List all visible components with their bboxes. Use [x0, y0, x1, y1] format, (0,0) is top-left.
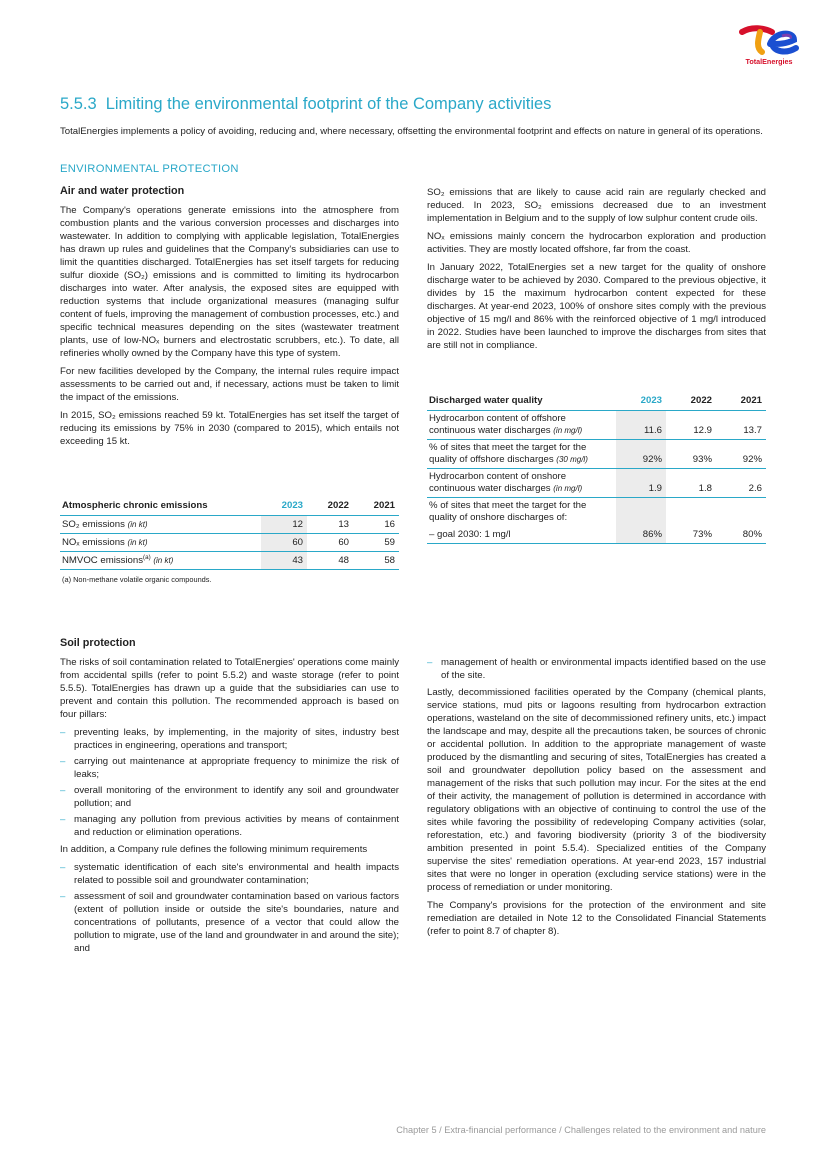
table-cell	[716, 498, 766, 527]
page-footer: Chapter 5 / Extra-financial performance / Challenges related to the environment and nature	[396, 1125, 766, 1135]
air-water-heading: Air and water protection	[60, 185, 185, 197]
section-number: 5.5.3	[60, 95, 97, 113]
table-title: Discharged water quality	[427, 391, 616, 411]
table-cell: 13.7	[716, 411, 766, 440]
table-cell	[616, 498, 666, 527]
row-label: – goal 2030: 1 mg/l	[427, 526, 616, 544]
table-row	[427, 498, 766, 527]
row-label: NMVOC emissions	[62, 555, 144, 566]
table-cell: 1.8	[666, 469, 716, 498]
soil-pillars-list	[60, 726, 399, 839]
row-label: Hydrocarbon content of onshore continuous water discharges	[429, 471, 567, 494]
table-cell: 12.9	[666, 411, 716, 440]
table-cell: 13	[307, 516, 353, 534]
table-cell: 16	[353, 516, 399, 534]
table-row	[427, 411, 766, 440]
table-cell: 11.6	[616, 411, 666, 440]
row-unit: (in mg/l)	[553, 484, 583, 493]
environmental-protection-heading: ENVIRONMENTAL PROTECTION	[60, 163, 239, 175]
table-row	[60, 552, 399, 570]
soil-paragraph-1: The risks of soil contamination related to TotalEnergies' operations come mainly from accidental spills (refer to point 5.5.2) and waste storage (refer to point 5.5.5). TotalEnergies has drawn up a guide that the subsidiaries can use to prevent and contain this pollution. The recommended approach is based on four pillars:	[60, 657, 399, 720]
water-quality-table	[427, 391, 766, 544]
table-cell: 43	[261, 552, 307, 570]
list-item: – preventing leaks, by implementing, in the majority of sites, industry best practices in engineering, operations and transport;	[60, 726, 399, 752]
section-title	[60, 94, 551, 114]
soil-paragraph-3: Lastly, decommissioned facilities operated by the Company (chemical plants, service stations, mud pits or lagoons resulting from hydrocarbon extraction operations, wasteland on the site of decommissioned refinery units, etc.) impact the landscape and may, despite all the precautions taken, be sources of chronic or accidental pollution. In addition to the appropriate management of waste produced by the dismantling and securing of sites, TotalEnergies has created a soil and groundwater depollution policy based on the assessment and management of the risks that such pollution may incur. For the sites at the end of their activity, the management of pollution is determined in accordance with regulatory obligations with an objective of continuing to control the use of the sites while favoring the possibility of redeveloping Company activities (solar, reforestation, etc.) and favoring biodiversity (priority 3 of the biodiversity ambition presented in point 5.5.4). Specialized entities of the Company supervise the sites' remediation operations. At year-end 2023, 157 industrial sites that were no longer in operation (excluding service stations) were in the process of remediation or under monitoring.	[427, 687, 766, 893]
table-cell: 12	[261, 516, 307, 534]
table-row	[427, 526, 766, 544]
table-row	[427, 440, 766, 469]
air-water-left-column	[60, 184, 399, 453]
table-row	[60, 534, 399, 552]
soil-requirements-list-continued	[427, 656, 766, 682]
intro-paragraph: TotalEnergies implements a policy of avoiding, reducing and, where necessary, offsetting the environmental footprint and effects on nature in general of its operations.	[60, 126, 763, 137]
table-cell: 93%	[666, 440, 716, 469]
air-water-paragraph-1: The Company's operations generate emissions into the atmosphere from combustion plants and the various conversion processes and discharges into wastewater. In addition to complying with applicable legislation, TotalEnergies has drawn up rules and guidelines that the Company's subsidiaries can use to limit the quantities discharged. TotalEnergies has set itself targets for reducing sulfur dioxide (SO₂) emissions and is committed to limiting its hydrocarbon discharges into water. After analysis, the exposed sites are equipped with reduction systems that include organizational measures (managing sulfur content of fuels, improving the management of combustion processes, etc.) and specific technical measures depending on the sites (wastewater treatment plants, use of low-NOₓ burners and electrostatic scrubbers, etc.). To date, all refineries wholly owned by the Company have this type of system.	[60, 205, 399, 359]
row-label: NOₓ emissions	[62, 537, 125, 548]
table-cell: 92%	[616, 440, 666, 469]
table-cell: 58	[353, 552, 399, 570]
row-label: % of sites that meet the target for the quality of onshore discharges of:	[429, 500, 587, 523]
air-water-paragraph-3: In 2015, SO₂ emissions reached 59 kt. TotalEnergies has set itself the target of reducing its emissions by 75% in 2030 (compared to 2015), which entails not exceeding 15 kt.	[60, 410, 399, 447]
soil-requirements-list	[60, 861, 399, 955]
soil-heading: Soil protection	[60, 637, 136, 649]
table-cell: 59	[353, 534, 399, 552]
soil-left-column	[60, 636, 399, 959]
table-cell: 73%	[666, 526, 716, 544]
list-item: – management of health or environmental impacts identified based on the use of the site.	[427, 656, 766, 682]
so2-paragraph: SO₂ emissions that are likely to cause acid rain are regularly checked and reduced. In 2023, SO₂ emissions decreased due to an investment implementation in Belgium and to the supply of low sulphur content crude oils.	[427, 187, 766, 224]
air-water-right-column	[427, 186, 766, 357]
soil-right-column	[427, 656, 766, 943]
row-unit: (in mg/l)	[553, 426, 583, 435]
row-label: % of sites that meet the target for the quality of offshore discharges	[429, 442, 587, 465]
list-item: – systematic identification of each site's environmental and health impacts related to possible soil and groundwater contamination;	[60, 861, 399, 887]
list-item: – carrying out maintenance at appropriate frequency to minimize the risk of leaks;	[60, 755, 399, 781]
year-header: 2022	[307, 496, 353, 516]
table-row	[427, 469, 766, 498]
footnote-marker: (a)	[143, 553, 151, 561]
year-header: 2023	[261, 496, 307, 516]
list-item: – managing any pollution from previous activities by means of containment and reduction or elimination operations.	[60, 813, 399, 839]
table-cell: 80%	[716, 526, 766, 544]
table-cell: 60	[261, 534, 307, 552]
table-cell: 48	[307, 552, 353, 570]
soil-paragraph-4: The Company's provisions for the protection of the environment and site remediation are detailed in Note 12 to the Consolidated Financial Statements (refer to point 8.7 of chapter 8).	[427, 900, 766, 937]
logo-text: TotalEnergies	[745, 57, 793, 66]
list-item: – overall monitoring of the environment to identify any soil and groundwater pollution; and	[60, 784, 399, 810]
year-header: 2022	[666, 391, 716, 411]
totalenergies-logo	[738, 24, 800, 68]
table-cell: 92%	[716, 440, 766, 469]
table-footnote: (a) Non-methane volatile organic compounds.	[62, 575, 212, 584]
atmospheric-emissions-table	[60, 496, 399, 586]
table-cell: 86%	[616, 526, 666, 544]
row-unit: (in kt)	[127, 538, 148, 547]
table-cell: 1.9	[616, 469, 666, 498]
row-unit: (in kt)	[127, 520, 148, 529]
row-label: SO₂ emissions	[62, 519, 125, 530]
air-water-paragraph-2: For new facilities developed by the Company, the internal rules require impact assessments to be carried out and, if necessary, actions must be taken to limit the impact of the emissions.	[60, 366, 399, 403]
table-cell: 2.6	[716, 469, 766, 498]
logo-mark	[738, 24, 800, 58]
soil-paragraph-2: In addition, a Company rule defines the following minimum requirements	[60, 844, 368, 855]
nox-paragraph: NOₓ emissions mainly concern the hydrocarbon exploration and production activities. They are mostly located offshore, far from the coast.	[427, 231, 766, 255]
row-unit: (in kt)	[153, 556, 174, 565]
table-cell	[666, 498, 716, 527]
section-title-text: Limiting the environmental footprint of the Company activities	[105, 95, 552, 113]
row-unit: (30 mg/l)	[556, 455, 588, 464]
year-header: 2023	[616, 391, 666, 411]
year-header: 2021	[353, 496, 399, 516]
table-cell: 60	[307, 534, 353, 552]
table-row	[60, 516, 399, 534]
row-label: Hydrocarbon content of offshore continuous water discharges	[429, 413, 566, 436]
table-title: Atmospheric chronic emissions	[60, 496, 261, 516]
list-item: – assessment of soil and groundwater contamination based on various factors (extent of pollution inside or outside the site's boundaries, nature and concentrations of pollutants, presence of a vector that could allow the pollution to migrate, use of the land and groundwater in and around the site); and	[60, 890, 399, 955]
year-header: 2021	[716, 391, 766, 411]
onshore-discharge-paragraph: In January 2022, TotalEnergies set a new target for the quality of onshore discharge water to be achieved by 2030. Compared to the previous objective, it divides by 15 the maximum hydrocarbon content expected for these discharges. At year-end 2023, 100% of onshore sites comply with the previous objective of 15 mg/l and 86% with the reinforced objective of 1 mg/l introduced in 2022. Studies have been launched to improve the discharges from sites that are still not in compliance.	[427, 262, 766, 351]
